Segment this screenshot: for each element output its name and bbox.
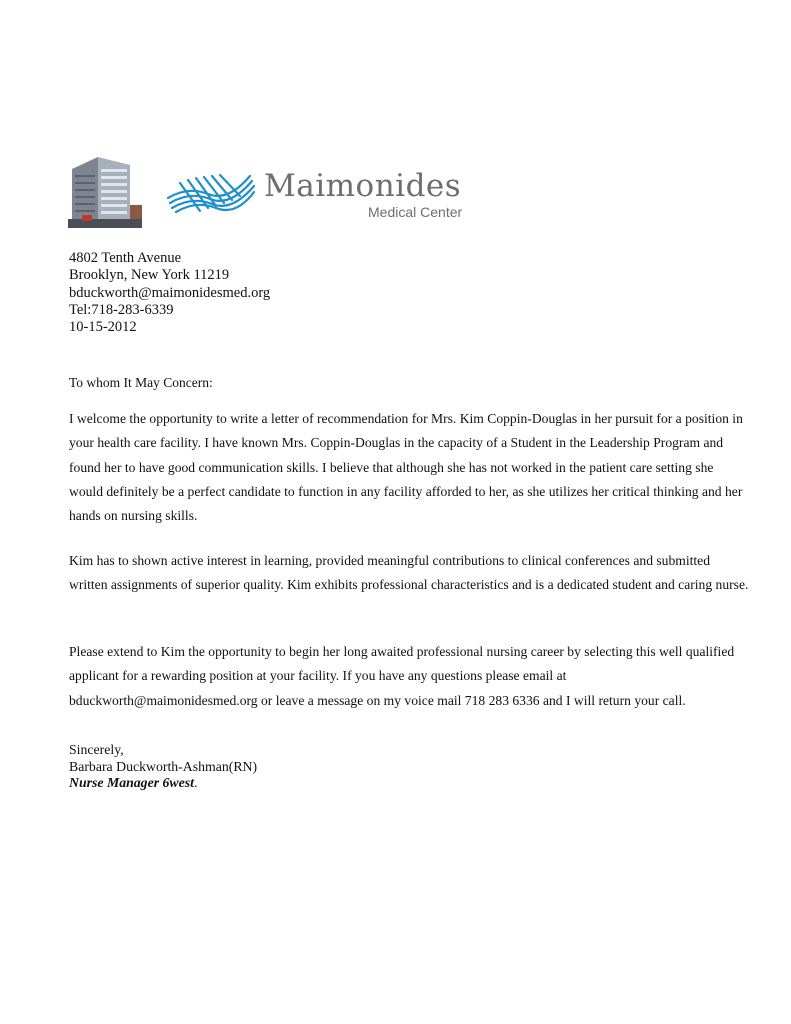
signer-title-line: [69, 775, 257, 792]
signer-title: Nurse Manager 6west: [69, 775, 194, 790]
body-paragraph-1: I welcome the opportunity to write a letter of recommendation for Mrs. Kim Coppin-Douglas in her pursuit for a position in your health care facility. I have known Mrs. Coppin-Douglas in the capacity of a Student in the Leadership Program and found her to have good communication skills. I believe that although she has not worked in the patient care setting she would definitely be a perfect candidate to function in any facility afforded to her, as she utilizes her critical thinking and her hands on nursing skills.: [69, 411, 743, 524]
wave-stripes-logo-icon: [166, 173, 256, 213]
body-paragraph-3: Please extend to Kim the opportunity to begin her long awaited professional nursing career by selecting this well qualified applicant for a rewarding position at your facility. If you have any questions please email at bduckworth@maimonidesmed.org or leave a message on my voice mail 718 283 6336 and I will return your call.: [69, 644, 735, 708]
sign-off: Sincerely,: [69, 742, 124, 757]
body-paragraph-2: Kim has to shown active interest in learning, provided meaningful contributions to clinical conferences and submitted written assignments of superior quality. Kim exhibits professional characteristics and is a dedicated student and caring nurse.: [69, 553, 749, 593]
signer-name: Barbara Duckworth-Ashman(RN): [69, 758, 258, 774]
hospital-building-icon: [68, 155, 142, 228]
brand-name: Maimonides: [264, 168, 462, 204]
signer-title-suffix: .: [193, 775, 198, 790]
closing-block: [69, 742, 257, 792]
sender-address-block: [69, 250, 270, 336]
address-email: bduckworth@maimonidesmed.org: [69, 284, 271, 301]
address-tel: Tel:718-283-6339: [69, 301, 174, 318]
brand-subtitle: Medical Center: [368, 204, 463, 220]
letterhead: [68, 155, 508, 230]
salutation: To whom It May Concern:: [69, 375, 213, 390]
letter-date: 10-15-2012: [69, 319, 137, 336]
address-street: 4802 Tenth Avenue: [69, 250, 182, 266]
address-city: Brooklyn, New York 11219: [69, 267, 230, 284]
